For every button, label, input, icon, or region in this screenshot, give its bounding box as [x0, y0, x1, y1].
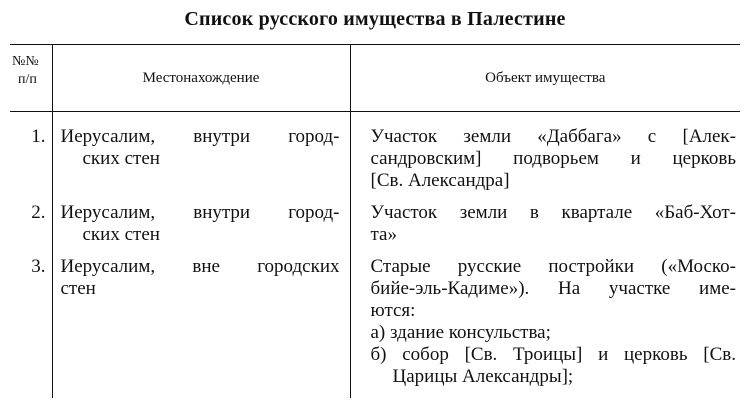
- row-object-line: сандровским] подворьем и церковь: [370, 148, 736, 169]
- row-location-line: Иерусалим, внутри город-: [60, 126, 340, 147]
- row-location-line: ских стен: [82, 224, 160, 245]
- row-number: 1.: [31, 126, 46, 147]
- header-number: [10, 45, 52, 112]
- row-object-line: Участок земли «Даббага» с [Алек-: [370, 126, 736, 147]
- row-object: [350, 202, 740, 256]
- property-table: [10, 44, 740, 398]
- row-object-line: Старые русские постройки («Моско-: [370, 256, 736, 277]
- header-object: Объект имущества: [350, 45, 740, 112]
- row-object-line: та»: [370, 224, 397, 245]
- row-object: [350, 256, 740, 398]
- table-row: [10, 202, 740, 256]
- row-object-line: Участок земли в квартале «Баб-Хот-: [370, 202, 736, 223]
- table-header-row: [10, 45, 740, 112]
- row-number: 2.: [31, 202, 46, 223]
- row-location: [52, 256, 350, 398]
- row-location-line: Иерусалим, внутри город-: [60, 202, 340, 223]
- row-object-line: Царицы Александры];: [392, 366, 574, 387]
- header-number-line-2: п/п: [18, 72, 37, 87]
- row-location: [52, 112, 350, 203]
- header-location: Местонахождение: [52, 45, 350, 112]
- row-location-line: Иерусалим, вне городских: [60, 256, 340, 277]
- document-title: Список русского имущества в Палестине: [184, 8, 566, 30]
- table-row: [10, 256, 740, 398]
- row-number: 3.: [31, 256, 46, 277]
- row-location-line: ских стен: [82, 148, 160, 169]
- row-object: [350, 112, 740, 203]
- row-object-line: бийе-эль-Кадиме»). На участке име-: [370, 278, 736, 299]
- row-object-line: а) здание консульства;: [370, 322, 551, 343]
- row-object-line: ются:: [370, 300, 416, 321]
- row-object-line: [Св. Александра]: [370, 170, 510, 191]
- row-object-line: б) собор [Св. Троицы] и церковь [Св.: [370, 344, 736, 365]
- table-row: [10, 112, 740, 203]
- row-location: [52, 202, 350, 256]
- row-location-line: стен: [60, 278, 96, 299]
- header-number-line-1: №№: [12, 54, 39, 69]
